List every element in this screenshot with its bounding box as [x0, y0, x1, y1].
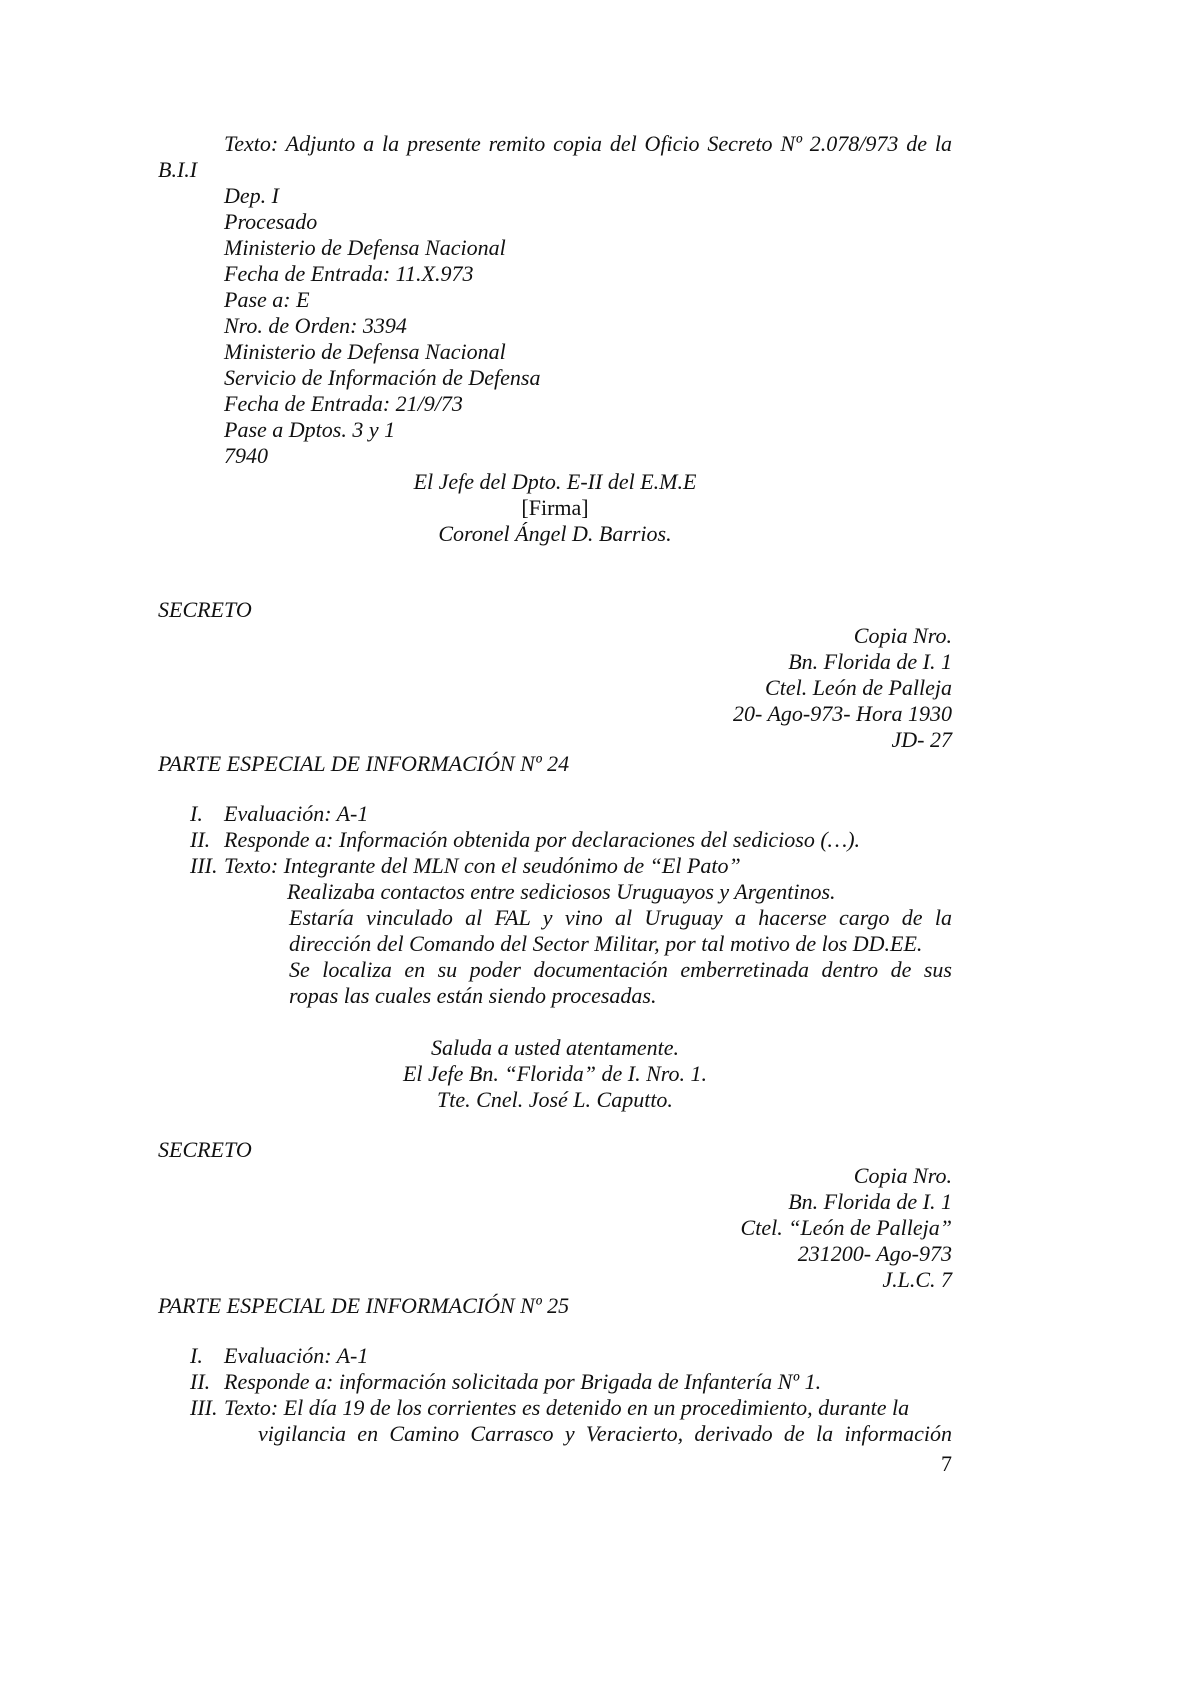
signature-firma: [Firma]: [521, 495, 589, 520]
body-line: Se localiza en su poder documentación emberretinada dentro de sus: [289, 957, 952, 982]
body-line: Realizaba contactos entre sediciosos Uruguayos y Argentinos.: [287, 879, 836, 904]
stamp-line: Pase a Dptos. 3 y 1: [224, 417, 396, 442]
stamp-line: Procesado: [224, 209, 318, 234]
report-heading: PARTE ESPECIAL DE INFORMACIÓN Nº 25: [158, 1293, 570, 1318]
closing-line: Saluda a usted atentamente.: [430, 1035, 680, 1060]
page-number: 7: [941, 1451, 952, 1476]
report-meta-line: JD- 27: [891, 727, 952, 752]
texto-line-1: Texto: Adjunto a la presente remito copia del Oficio Secreto Nº 2.078/973 de la: [224, 131, 952, 156]
item-text: Responde a: información solicitada por Brigada de Infantería Nº 1.: [224, 1369, 822, 1394]
report-heading: PARTE ESPECIAL DE INFORMACIÓN Nº 24: [158, 751, 570, 776]
item-text: Texto: El día 19 de los corrientes es detenido en un procedimiento, durante la: [224, 1395, 910, 1420]
report-meta-line: 20- Ago-973- Hora 1930: [733, 701, 952, 726]
body-line: Estaría vinculado al FAL y vino al Uruguay a hacerse cargo de la: [289, 905, 952, 930]
report-item: [190, 1394, 909, 1422]
report-meta-line: Copia Nro.: [853, 623, 952, 648]
report-meta-line: Bn. Florida de I. 1: [788, 649, 952, 674]
item-number: III.: [190, 1395, 218, 1420]
item-text: Evaluación: A-1: [224, 1343, 369, 1368]
stamp-line: Fecha de Entrada: 11.X.973: [224, 261, 474, 286]
stamp-line: Ministerio de Defensa Nacional: [224, 339, 506, 364]
stamp-line: Nro. de Orden: 3394: [224, 313, 407, 338]
item-number: I.: [190, 1343, 203, 1368]
body-line: dirección del Comando del Sector Militar, por tal motivo de los DD.EE.: [289, 931, 923, 956]
stamp-line: Pase a: E: [224, 287, 310, 312]
stamp-line: Fecha de Entrada: 21/9/73: [224, 391, 463, 416]
signature-title: El Jefe del Dpto. E-II del E.M.E: [413, 469, 697, 494]
report-item: [190, 826, 860, 854]
report-item: [190, 852, 741, 880]
report-meta-line: Ctel. “León de Palleja”: [740, 1215, 952, 1240]
report-meta-line: Ctel. León de Palleja: [765, 675, 952, 700]
item-text: Responde a: Información obtenida por declaraciones del sedicioso (…).: [224, 827, 861, 852]
texto-line-2: B.I.I: [158, 157, 198, 182]
report-meta-line: 231200- Ago-973: [797, 1241, 952, 1266]
signature-name: Coronel Ángel D. Barrios.: [438, 521, 672, 546]
item-text: Evaluación: A-1: [224, 801, 369, 826]
body-line: vigilancia en Camino Carrasco y Veracierto, derivado de la información: [258, 1421, 952, 1446]
stamp-line: Ministerio de Defensa Nacional: [224, 235, 506, 260]
stamp-line: Servicio de Información de Defensa: [224, 365, 541, 390]
report-meta-line: Bn. Florida de I. 1: [788, 1189, 952, 1214]
item-number: II.: [190, 827, 211, 852]
stamp-line: 7940: [224, 443, 268, 468]
item-number: III.: [190, 853, 218, 878]
report-item: [190, 1342, 368, 1370]
closing-line: El Jefe Bn. “Florida” de I. Nro. 1.: [402, 1061, 708, 1086]
classification-label: SECRETO: [158, 597, 252, 622]
item-number: II.: [190, 1369, 211, 1394]
report-item: [190, 1368, 821, 1396]
item-number: I.: [190, 801, 203, 826]
closing-line: Tte. Cnel. José L. Caputto.: [437, 1087, 673, 1112]
item-text: Texto: Integrante del MLN con el seudónimo de “El Pato”: [224, 853, 741, 878]
stamp-line: Dep. I: [224, 183, 279, 208]
body-line: ropas las cuales están siendo procesadas.: [289, 983, 657, 1008]
classification-label: SECRETO: [158, 1137, 252, 1162]
report-meta-line: J.L.C. 7: [882, 1267, 952, 1292]
report-meta-line: Copia Nro.: [853, 1163, 952, 1188]
report-item: [190, 800, 368, 828]
